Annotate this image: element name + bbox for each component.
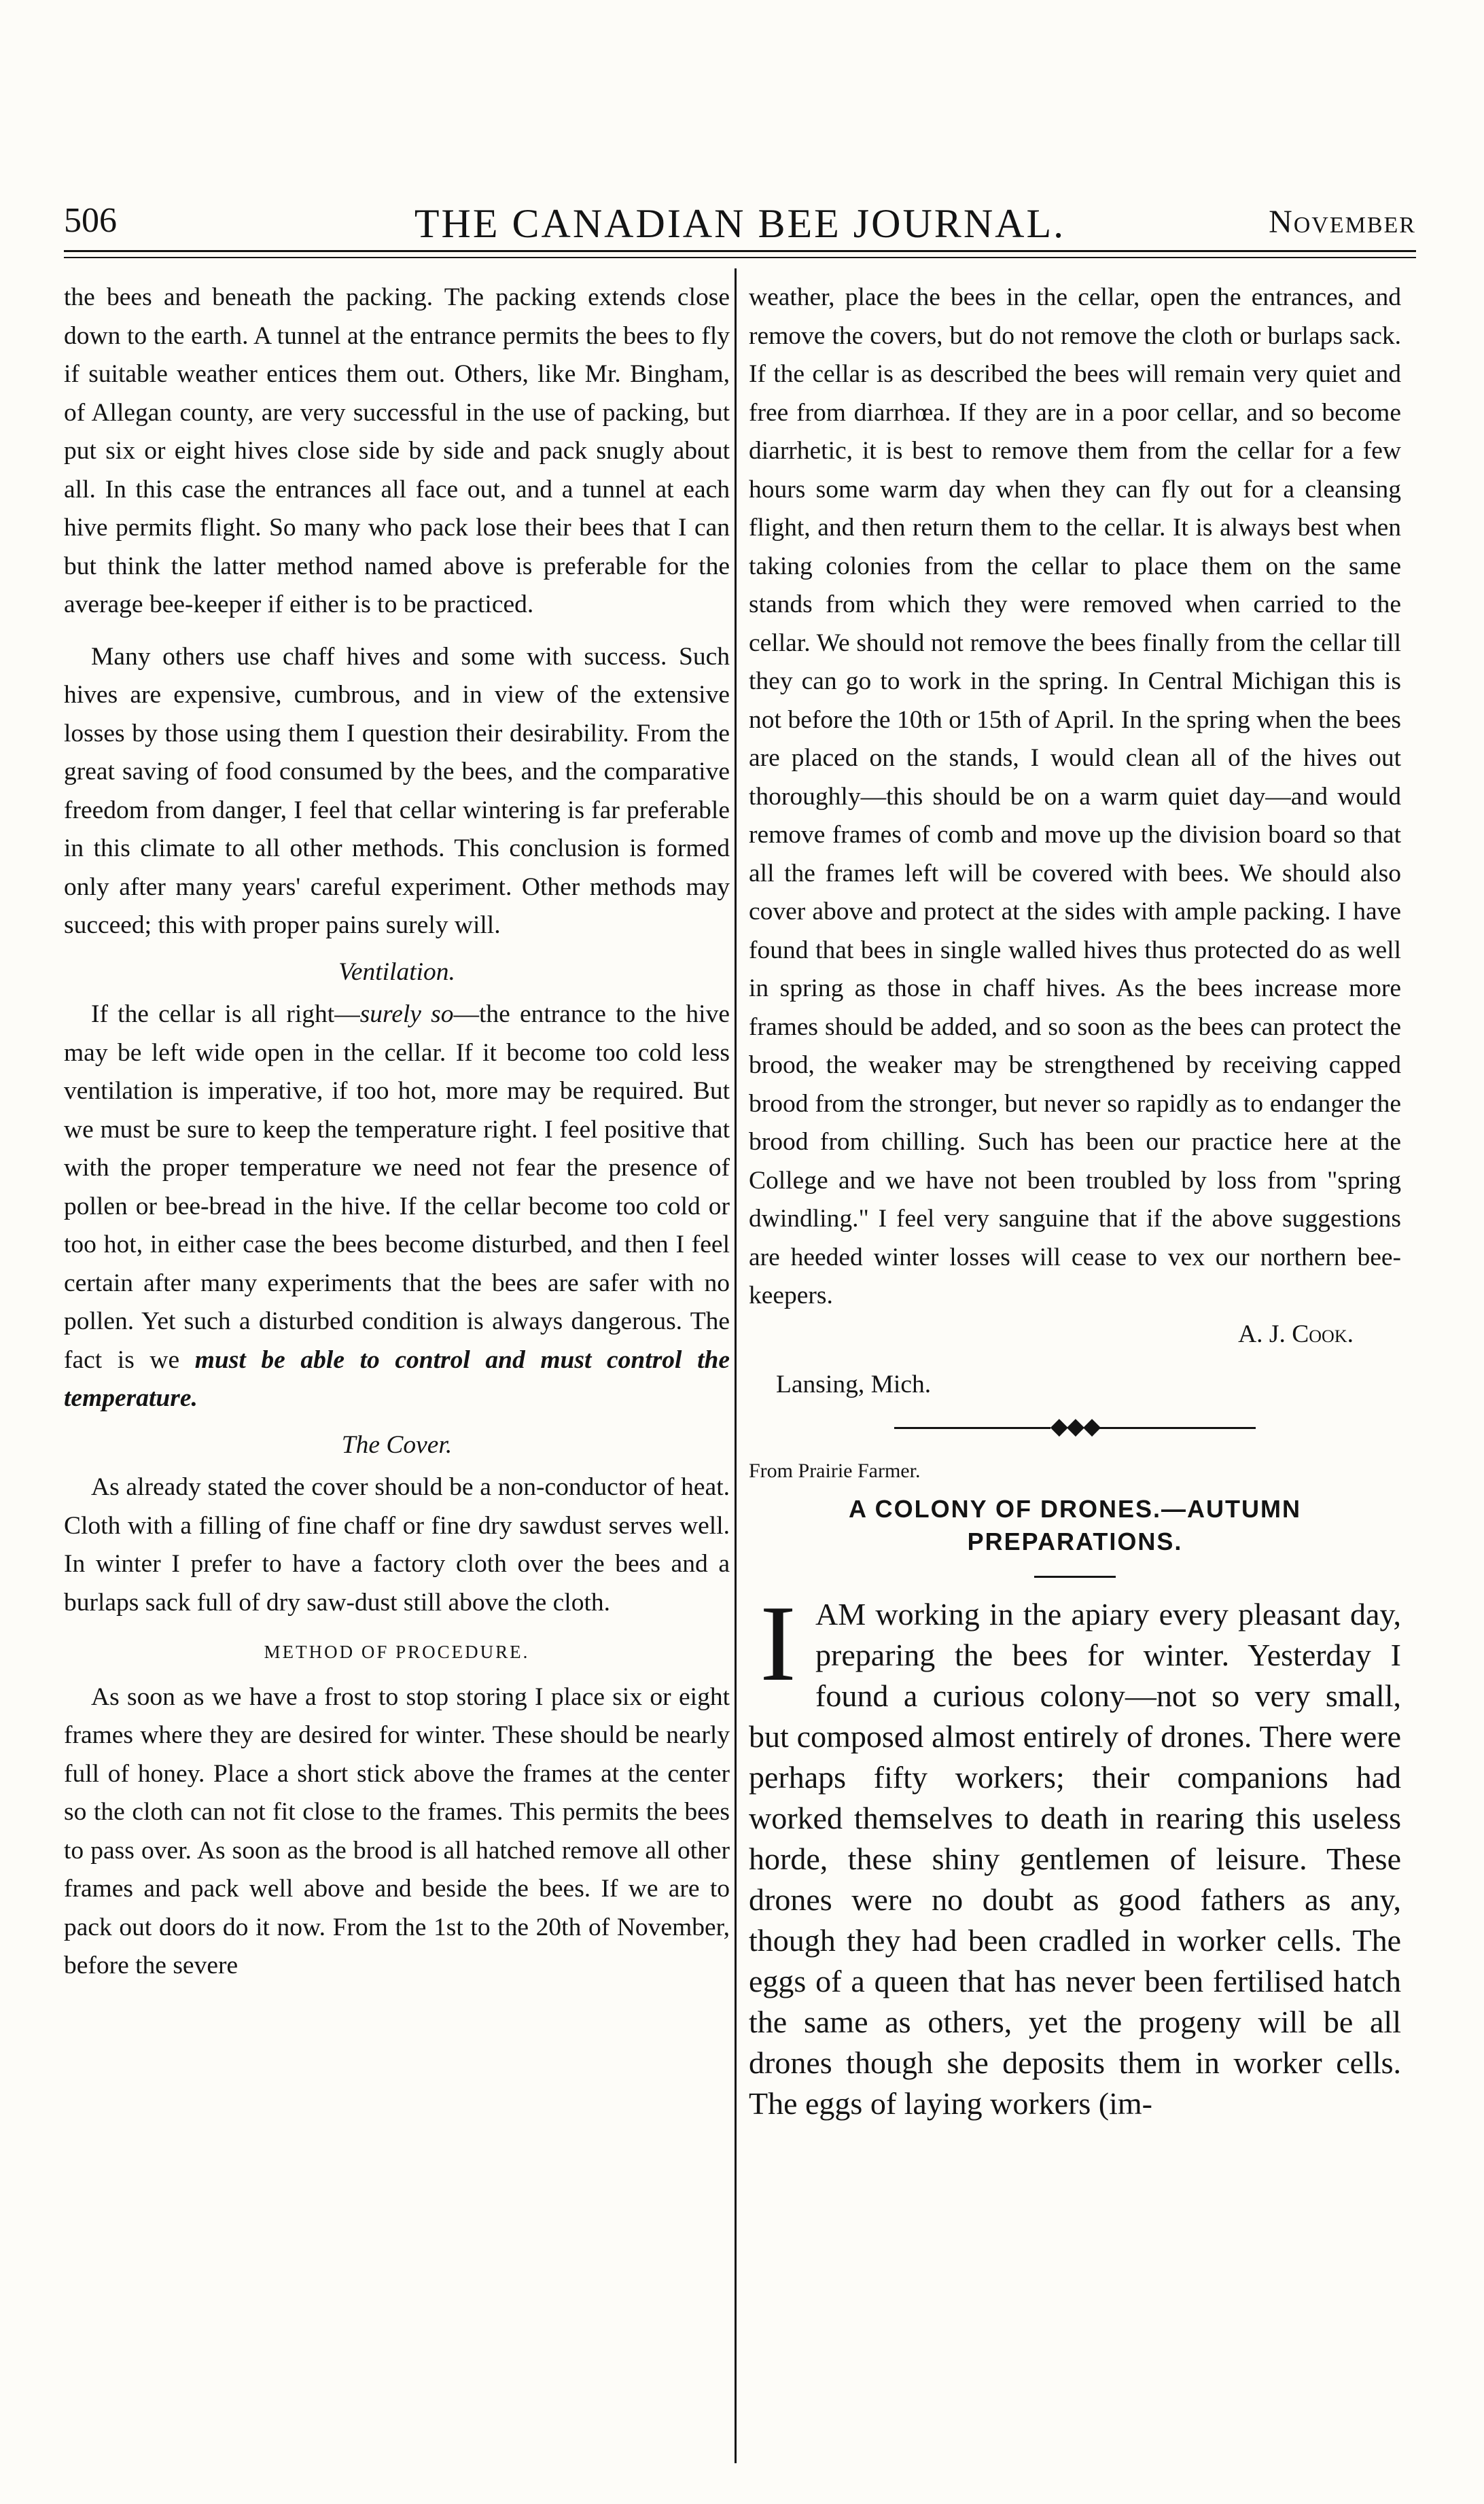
paragraph (64, 995, 730, 1418)
paragraph: As already stated the cover should be a non-conductor of heat. Cloth with a filling of fine chaff or fine dry sawdust serves well. In winter I prefer to have a factory cloth over the bees and a burlaps sack full of dry saw-dust still above the cloth. (64, 1473, 730, 1617)
drop-cap: I (760, 1583, 796, 1704)
paragraph: the bees and beneath the packing. The packing extends close down to the earth. A tunnel at the entrance permits the bees to fly if suitable weather entices them out. Others, like Mr. Bingham, of Allegan county, are very successful in the use of packing, but put six or eight hives close side by side and pack snugly about all. In this case the entrances all face out, and a tunnel at each hive permits flight. So many who pack lose their bees that I can but think the latter method named above is preferable for the average bee-keeper if either is to be practiced. (64, 283, 730, 618)
right-column (749, 279, 1401, 2124)
section-heading-method: METHOD OF PROCEDURE. (264, 1642, 530, 1662)
emphasis-text: must be able to control and must control the temperature. (64, 1345, 730, 1412)
page-header (64, 200, 1416, 255)
journal-title: THE CANADIAN BEE JOURNAL. (414, 201, 1066, 246)
paragraph: As soon as we have a frost to stop storing I place six or eight frames where they are desired for winter. These should be nearly full of honey. Place a short stick above the frames at the center so the cloth can not fit close to the frames. This permits the bees to pass over. As soon as the brood is all hatched remove all other frames and pack well above and beside the bees. If we are to pack out doors do it now. From the 1st to the 20th of November, before the severe (64, 1682, 730, 1979)
italic-text: surely so (359, 1000, 454, 1028)
title-rule (1034, 1576, 1116, 1578)
left-column (64, 279, 730, 1986)
header-rule-thin (64, 257, 1416, 258)
text-run: If the cellar is all right— (91, 1000, 360, 1028)
section-heading-cover: The Cover. (341, 1430, 453, 1459)
author-signature: A. J. Cook. (1238, 1320, 1354, 1348)
article-title-line: PREPARATIONS. (967, 1528, 1183, 1555)
paragraph: weather, place the bees in the cellar, open the entrances, and remove the covers, but do not remove the cloth or burlaps sack. If the cellar is as described the bees will remain very quiet and free from diarrhœa. If they are in a poor cellar, and so become diarrhetic, it is best to remove them from the cellar for a few hours some warm day when they can fly out for a cleansing flight, and then return them to the cellar. It is always best when taking colonies from the cellar to place them on the same stands from which they were removed when carried to the cellar. We should not remove the bees finally from the cellar till they can go to work in the spring. In Central Michigan this is not before the 10th or 15th of April. In the spring when the bees are placed on the stands, I would clean all of the hives out thoroughly—this should be on a warm quiet day—and would remove frames of comb and move up the division board so that all the frames left will be covered with bees. We should also cover above and protect at the sides with ample packing. I have found that bees in single walled hives thus protected do as well in spring as those in chaff hives. As the bees increase more frames should be added, and so soon as the bees can protect the brood, the weaker may be strengthened by receiving capped brood from the stronger, but never so rapidly as to endanger the brood from chilling. Such has been our practice here at the College and we have not been troubled by loss from "spring dwindling." I feel very sanguine that if the above suggestions are heeded winter losses will cease to vex our northern bee-keepers. (749, 283, 1401, 1309)
paragraph: Many others use chaff hives and some with success. Such hives are expensive, cumbrous, and in view of the extensive losses by those using them I question their desirability. From the great saving of food consumed by the bees, and the comparative freedom from danger, I feel that cellar wintering is far preferable in this climate to all other methods. This conclusion is formed only after many years' careful experiment. Other methods may succeed; this with proper pains surely will. (64, 642, 730, 939)
section-heading-ventilation: Ventilation. (338, 957, 455, 986)
article-title (749, 1493, 1401, 1558)
author-location: Lansing, Mich. (776, 1371, 932, 1398)
page-number: 506 (64, 201, 117, 240)
header-rule (64, 250, 1416, 252)
ornamental-divider: ◆◆◆ (749, 1415, 1401, 1439)
article-body (749, 1583, 1401, 2124)
column-divider (735, 268, 737, 2463)
issue-month: November (1269, 204, 1416, 240)
article-source: From Prairie Farmer. (749, 1459, 921, 1482)
article-title-line: A COLONY OF DRONES.—AUTUMN (848, 1495, 1301, 1523)
text-run: —the entrance to the hive may be left wide open in the cellar. If it become too cold less ventilation is imperative, if too hot, more may be required. But we must be sure to keep the temperature right. I feel positive that with the proper temperature we need not fear the presence of pollen or bee-bread in the hive. If the cellar become too cold or too hot, in either case the bees become disturbed, and then I feel certain after many experiments that the bees are safer with no pollen. Yet such a disturbed condition is always dangerous. The fact is we (64, 1000, 730, 1374)
paragraph: AM working in the apiary every pleasant day, preparing the bees for winter. Yesterday I found a curious colony—not so very small, but composed almost entirely of drones. There were perhaps fifty workers; their companions had worked themselves to death in rearing this useless horde, these shiny gentlemen of leisure. These drones were no doubt as good fathers as any, though they had been cradled in worker cells. The eggs of a queen that has never been fertilised hatch the same as others, yet the progeny will be all drones though she deposits them in worker cells. The eggs of laying workers (im- (749, 1597, 1401, 2121)
